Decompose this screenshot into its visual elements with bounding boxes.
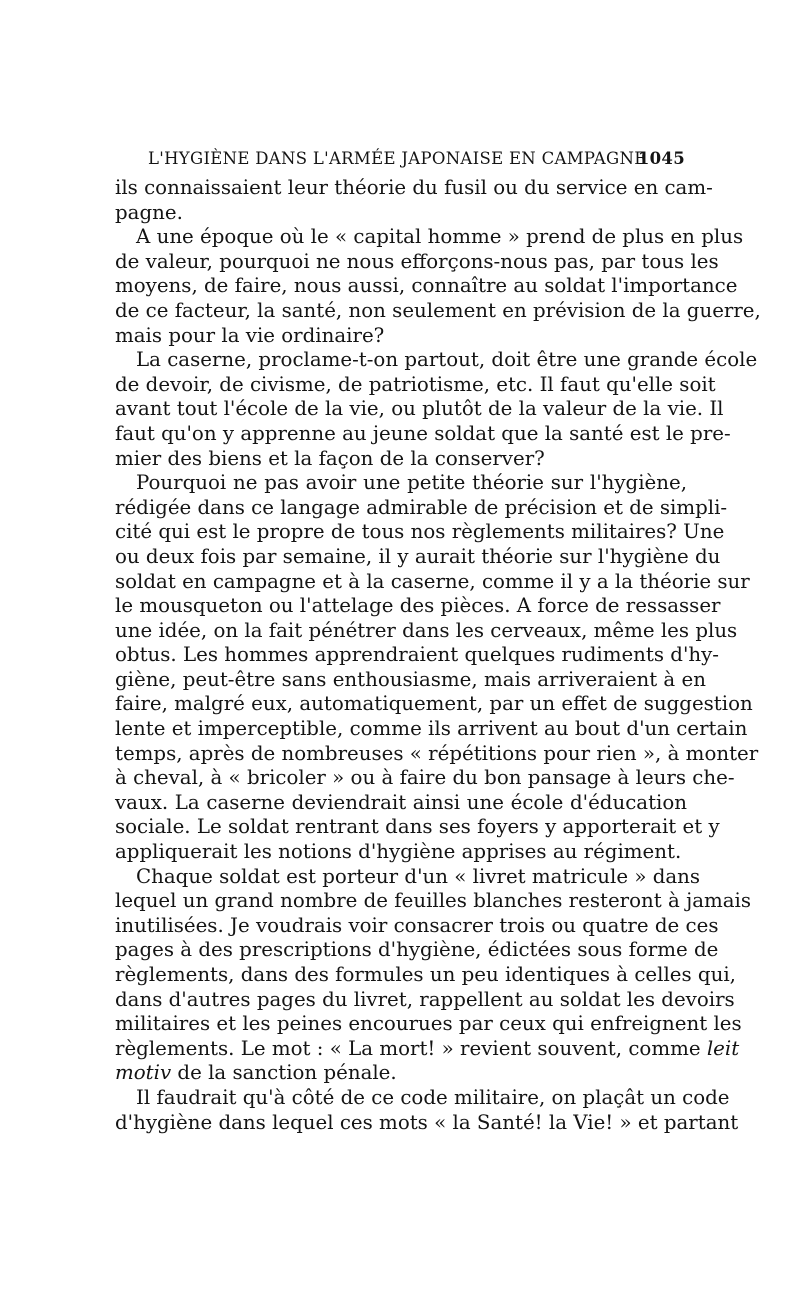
text-line	[115, 791, 687, 816]
line-text: obtus. Les hommes apprendraient quelques rudiments d'hy-	[115, 643, 719, 667]
line-text: giène, peut-être sans enthousiasme, mais arriveraient à en	[115, 667, 706, 691]
body-text	[115, 176, 761, 1135]
line-text: pagne.	[115, 200, 183, 224]
text-line	[115, 471, 687, 496]
text-line	[115, 201, 687, 226]
text-line	[115, 913, 719, 939]
line-text: rédigée dans ce langage admirable de précision et de simpli-	[115, 495, 728, 519]
text-line	[115, 176, 713, 201]
line-text: inutilisées. Je voudrais voir consacrer trois ou quatre de ces	[115, 913, 719, 937]
text-line	[115, 249, 719, 275]
line-text: lequel un grand nombre de feuilles blanches resteront à jamais	[115, 889, 752, 913]
text-line	[115, 447, 687, 472]
line-text: temps, après de nombreuses « répétitions pour rien », à monter	[115, 741, 759, 765]
line-text: lente et imperceptible, comme ils arrivent au bout d'un certain	[115, 717, 748, 741]
line-text: une idée, on la fait pénétrer dans les cerveaux, même les plus	[115, 618, 738, 642]
text-line	[115, 1012, 742, 1037]
line-text: avant tout l'école de la vie, ou plutôt de la valeur de la vie. Il	[115, 397, 724, 421]
line-text: faut qu'on y apprenne au jeune soldat que la santé est le pre-	[115, 421, 731, 445]
page-number: 1045	[637, 149, 685, 168]
text-line	[115, 520, 725, 545]
line-text: d'hygiène dans lequel ces mots « la Santé! la Vie! » et partant	[115, 1110, 739, 1134]
line-text: appliquerait les notions d'hygiène apprises au régiment.	[115, 840, 682, 864]
line-text: Chaque soldat est porteur d'un « livret matricule » dans	[136, 864, 701, 888]
line-text: de valeur, pourquoi ne nous efforçons-nous pas, par tous les	[115, 249, 719, 273]
text-line	[115, 667, 706, 693]
text-line	[115, 963, 736, 988]
line-text: moyens, de faire, nous aussi, connaître au soldat l'importance	[115, 274, 738, 298]
text-line	[115, 544, 721, 570]
line-text: mier des biens et la façon de la conserver?	[115, 446, 545, 470]
text-line	[115, 987, 735, 1013]
line-text: à cheval, à « bricoler » ou à faire du bon pansage à leurs che-	[115, 766, 735, 790]
line-text: de ce facteur, la santé, non seulement en prévision de la guerre,	[115, 298, 761, 322]
line-text: sociale. Le soldat rentrant dans ses foyers y apporterait et y	[115, 815, 720, 839]
text-line	[115, 274, 738, 299]
line-text: faire, malgré eux, automatiquement, par un effet de suggestion	[115, 692, 753, 716]
line-text: militaires et les peines encourues par ceux qui enfreignent les	[115, 1012, 742, 1036]
text-line	[115, 324, 687, 349]
text-line	[115, 692, 753, 717]
line-text: pages à des prescriptions d'hygiène, édictées sous forme de	[115, 938, 719, 962]
text-line	[115, 225, 744, 250]
line-text: ou deux fois par semaine, il y aurait théorie sur l'hygiène du	[115, 544, 721, 568]
text-line	[115, 569, 750, 595]
line-text: règlements, dans des formules un peu identiques à celles qui,	[115, 963, 736, 986]
running-head-title: L'HYGIÈNE DANS L'ARMÉE JAPONAISE EN CAMPAGNE	[148, 149, 647, 168]
text-line	[115, 1110, 739, 1136]
text-line	[115, 421, 731, 447]
line-text: règlements. Le mot : « La mort! » revient souvent, comme	[115, 1036, 707, 1060]
line-text: dans d'autres pages du livret, rappellent au soldat les devoirs	[115, 987, 735, 1011]
text-line	[115, 1085, 730, 1111]
text-line	[115, 938, 719, 963]
line-text: Pourquoi ne pas avoir une petite théorie sur l'hygiène,	[136, 471, 687, 495]
text-line	[115, 840, 687, 865]
text-line	[115, 766, 735, 791]
line-text: cité qui est le propre de tous nos règlements militaires? Une	[115, 520, 725, 544]
text-line	[115, 815, 720, 840]
text-line	[115, 594, 721, 619]
line-text: A une époque où le « capital homme » prend de plus en plus	[136, 225, 744, 249]
line-text: La caserne, proclame-t-on partout, doit être une grande école	[136, 348, 758, 372]
text-line	[115, 741, 759, 767]
text-line	[115, 618, 738, 644]
line-text: ils connaissaient leur théorie du fusil ou du service en cam-	[115, 176, 713, 199]
running-head	[115, 143, 685, 169]
line-text: de la sanction pénale.	[171, 1061, 397, 1085]
line-text: vaux. La caserne deviendrait ainsi une école d'éducation	[115, 790, 687, 814]
text-line	[115, 717, 748, 742]
text-line	[115, 397, 724, 422]
italic-text: motiv	[115, 1061, 172, 1085]
line-text: mais pour la vie ordinaire?	[115, 323, 385, 347]
text-line	[115, 889, 752, 914]
line-text: le mousqueton ou l'attelage des pièces. A force de ressasser	[115, 594, 721, 618]
line-text: de devoir, de civisme, de patriotisme, etc. Il faut qu'elle soit	[115, 372, 716, 396]
line-text: Il faudrait qu'à côté de ce code militaire, on plaçât un code	[136, 1085, 730, 1109]
text-line	[115, 1036, 740, 1062]
text-line	[115, 348, 758, 373]
text-line	[115, 864, 701, 890]
italic-text: leit	[706, 1036, 740, 1060]
text-line	[115, 1061, 687, 1086]
text-line	[115, 495, 728, 521]
line-text: soldat en campagne et à la caserne, comme il y a la théorie sur	[115, 569, 750, 593]
text-line	[115, 643, 719, 668]
text-line	[115, 372, 716, 398]
text-line	[115, 298, 761, 324]
